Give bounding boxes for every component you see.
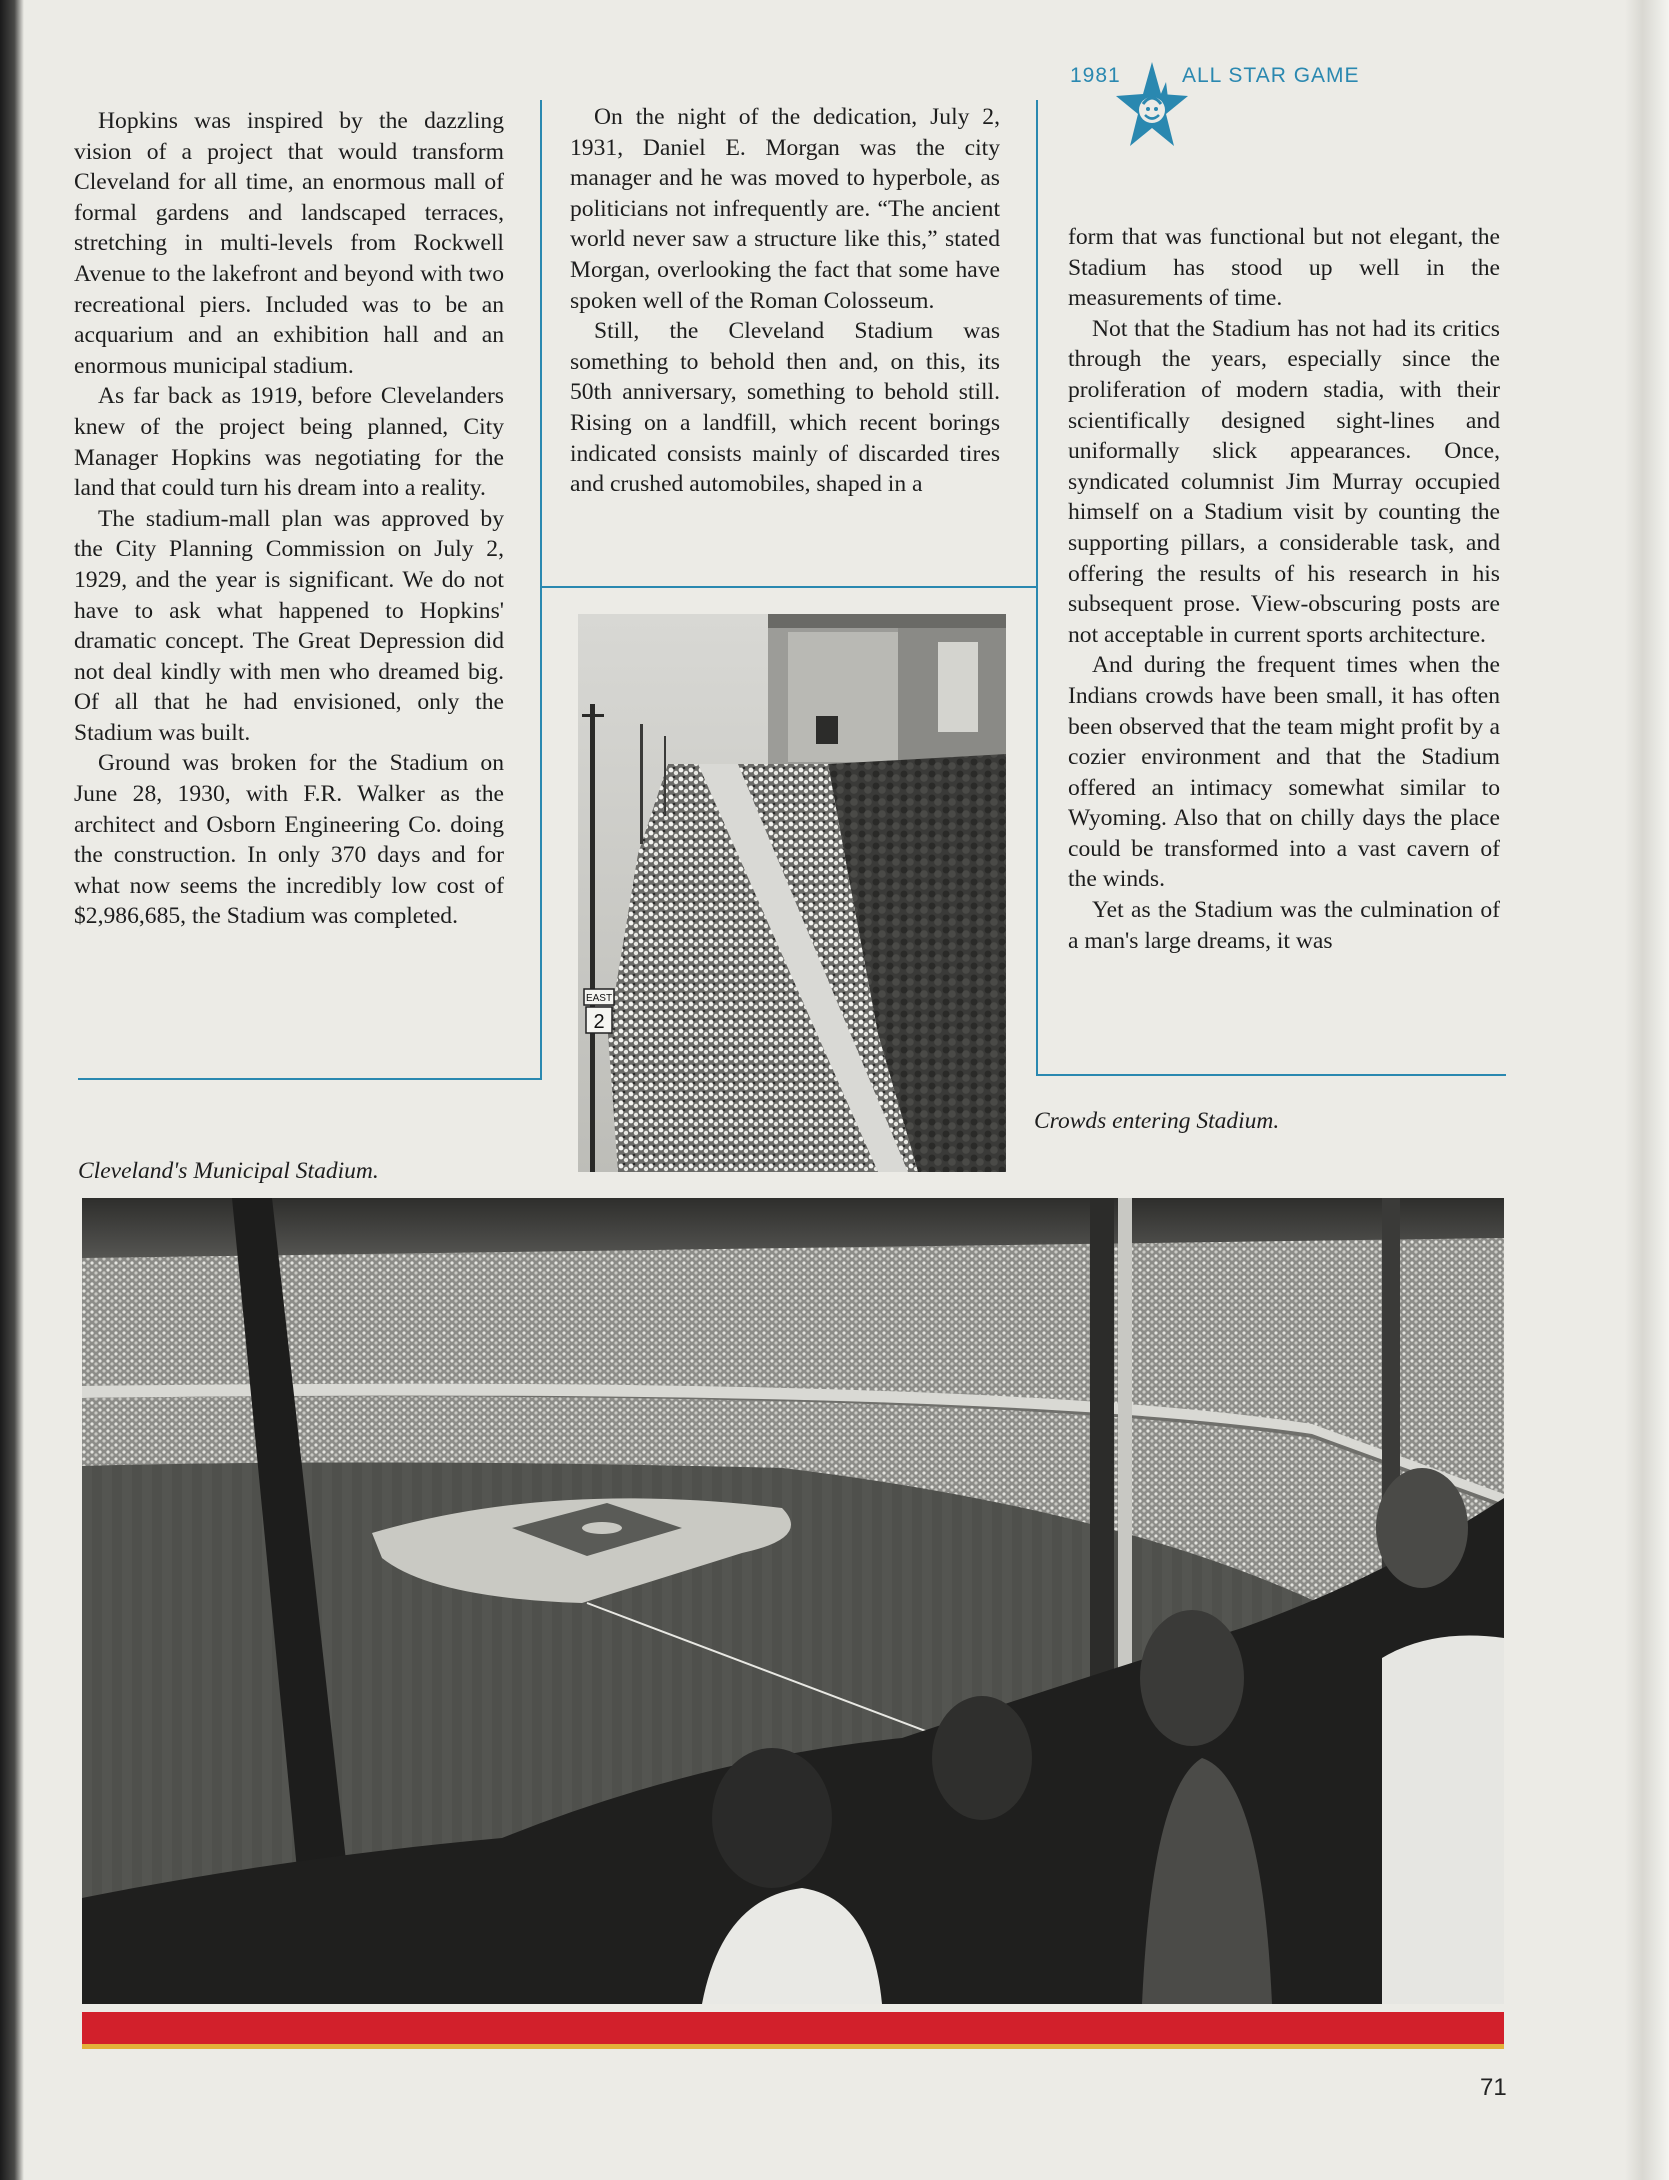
frame-rule (78, 1078, 542, 1080)
paragraph: Not that the Stadium has not had its critics through the years, especially since the proliferation of modern stadia, with their scientifically designed sight-lines and uniformally slick appearances. Once, syndicated columnist Jim Murray occupied himself on a Stadium visit by counting the supporting pillars, a considerable task, and offering the results of his research in his subsequent prose. View-obscuring posts are not acceptable in current sports architecture. (1068, 315, 1500, 648)
paragraph: The stadium-mall plan was approved by the City Planning Commission on July 2, 1929, and the year is significant. We do not have to ask what happened to Hopkins' dramatic concept. The Great Depression did not deal kindly with men who dreamed big. Of all that he had envisioned, only the Stadium was built. (74, 505, 504, 746)
paragraph: And during the frequent times when the Indians crowds have been small, it has often been observed that the team might profit by a cozier environment and that the Stadium offered an intimacy somewhat similar to Wyoming. Also that on chilly days the place could be transformed into a vast cavern of the winds. (1068, 652, 1500, 893)
municipal-stadium-photo (82, 1198, 1504, 2004)
paragraph: Yet as the Stadium was the culmination of a man's large dreams, it was (1068, 897, 1500, 954)
frame-rule (541, 586, 1037, 588)
caption-crowds-entering: Crowds entering Stadium. (1034, 1108, 1280, 1134)
frame-rule (1036, 100, 1038, 1076)
stadium-image (82, 1198, 1504, 2004)
paragraph: On the night of the dedication, July 2, 1931, Daniel E. Morgan was the city manager and he was moved to hyperbole, as politicians not infrequently are. “The ancient world never saw a structure like this,” stated Morgan, overlooking the fact that some have spoken well of the Roman Colosseum. (570, 104, 1000, 314)
crowds-entering-photo (578, 614, 1006, 1172)
header-year: 1981 (1070, 64, 1121, 87)
caption-municipal-stadium: Cleveland's Municipal Stadium. (78, 1158, 379, 1184)
text-column-3 (1068, 222, 1500, 956)
text-column-2 (570, 102, 1000, 500)
paragraph: As far back as 1919, before Clevelanders knew of the project being planned, City Manager Hopkins was negotiating for the land that could turn his dream into a reality. (74, 383, 504, 502)
header-title: ALL STAR GAME (1182, 64, 1360, 87)
frame-rule (1036, 1074, 1506, 1076)
text-column-1 (74, 106, 504, 932)
sign-east-text: EAST (585, 993, 613, 1004)
footer-color-bar (82, 2012, 1504, 2049)
crowds-entering-image (578, 614, 1006, 1172)
frame-rule (540, 100, 542, 1080)
sign-route-number: 2 (593, 1011, 605, 1033)
paragraph: Hopkins was inspired by the dazzling vision of a project that would transform Cleveland for all time, an enormous mall of formal gardens and landscaped terraces, stretching in multi-levels from Rockwell Avenue to the lakefront and beyond with two recreational piers. Included was to be an acquarium and an exhibition hall and an enormous municipal stadium. (74, 108, 504, 379)
paragraph: Ground was broken for the Stadium on June 28, 1930, with F.R. Walker as the architect and Osborn Engineering Co. doing the construction. In only 370 days and for what now seems the incredibly low cost of $2,986,685, the Stadium was completed. (74, 750, 504, 930)
page-header (1070, 60, 1390, 160)
page-number: 71 (1480, 2074, 1507, 2101)
page-binding-shadow (0, 0, 24, 2180)
page-edge (1625, 0, 1669, 2180)
indians-chief-wahoo-star-icon (1116, 60, 1188, 160)
paragraph: form that was functional but not elegant, the Stadium has stood up well in the measurements of time. (1068, 224, 1500, 312)
paragraph: Still, the Cleveland Stadium was something to behold then and, on this, its 50th anniversary, something to behold still. Rising on a landfill, which recent borings indicated consists mainly of discarded tires and crushed automobiles, shaped in a (570, 318, 1000, 498)
